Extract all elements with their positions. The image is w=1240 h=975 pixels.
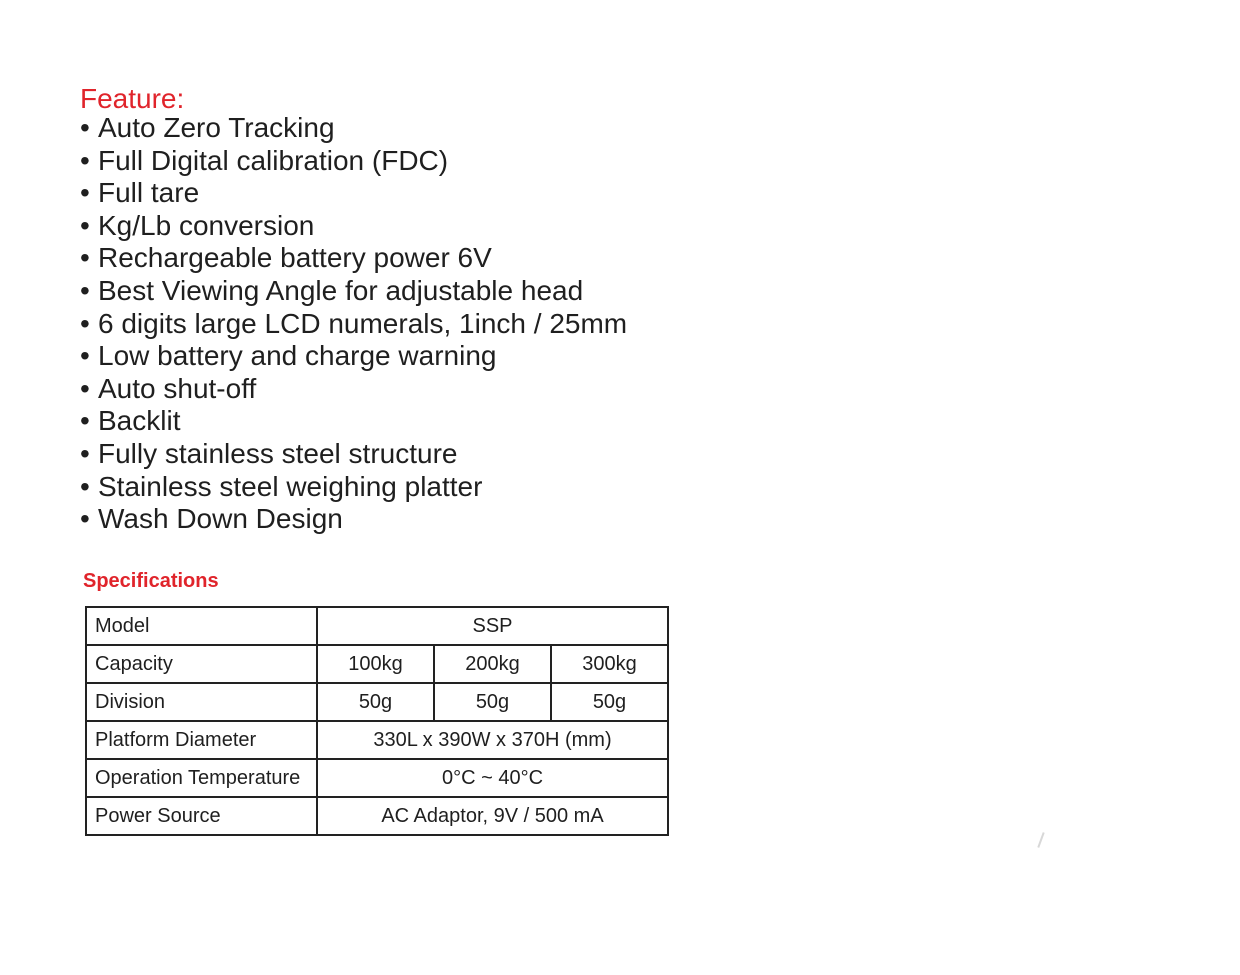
- row-label: Division: [86, 683, 317, 721]
- capacity-value: 300kg: [551, 645, 668, 683]
- feature-list: [80, 112, 627, 536]
- row-label: Platform Diameter: [86, 721, 317, 759]
- model-value: SSP: [317, 607, 668, 645]
- table-row-model: [86, 607, 668, 645]
- row-label: Power Source: [86, 797, 317, 835]
- specifications-heading: Specifications: [83, 570, 219, 592]
- division-value: 50g: [551, 683, 668, 721]
- feature-text: 6 digits large LCD numerals, 1inch / 25mm: [98, 307, 628, 339]
- division-value: 50g: [317, 683, 434, 721]
- feature-text: Wash Down Design: [98, 503, 343, 535]
- row-label: Model: [86, 607, 317, 645]
- bullet: •: [80, 340, 90, 372]
- row-label: Operation Temperature: [86, 759, 317, 797]
- bullet: •: [80, 503, 90, 535]
- list-item: [80, 405, 627, 438]
- list-item: [80, 308, 627, 341]
- table-row-capacity: [86, 645, 668, 683]
- specifications-table: [85, 606, 669, 836]
- temperature-value: 0°C ~ 40°C: [317, 759, 668, 797]
- bullet: •: [80, 372, 90, 404]
- power-value: AC Adaptor, 9V / 500 mA: [317, 797, 668, 835]
- feature-text: Stainless steel weighing platter: [98, 470, 483, 502]
- list-item: [80, 145, 627, 178]
- bullet: •: [80, 242, 90, 274]
- bullet: •: [80, 112, 90, 143]
- bullet: •: [80, 274, 90, 306]
- table-row-temperature: [86, 759, 668, 797]
- bullet: •: [80, 307, 90, 339]
- table-row-power: [86, 797, 668, 835]
- list-item: [80, 471, 627, 504]
- table-row-platform: [86, 721, 668, 759]
- feature-text: Auto shut-off: [98, 372, 257, 404]
- list-item: [80, 210, 627, 243]
- row-label: Capacity: [86, 645, 317, 683]
- feature-heading: Feature:: [80, 83, 185, 114]
- scan-mark: [1037, 832, 1044, 848]
- feature-text: Low battery and charge warning: [98, 340, 497, 372]
- feature-text: Auto Zero Tracking: [98, 112, 335, 143]
- feature-text: Rechargeable battery power 6V: [98, 242, 492, 274]
- feature-text: Full Digital calibration (FDC): [98, 144, 449, 176]
- list-item: [80, 177, 627, 210]
- list-item: [80, 503, 627, 536]
- division-value: 50g: [434, 683, 551, 721]
- list-item: [80, 112, 627, 145]
- list-item: [80, 275, 627, 308]
- feature-text: Fully stainless steel structure: [98, 437, 458, 469]
- list-item: [80, 242, 627, 275]
- bullet: •: [80, 209, 90, 241]
- list-item: [80, 438, 627, 471]
- bullet: •: [80, 470, 90, 502]
- bullet: •: [80, 144, 90, 176]
- feature-text: Backlit: [98, 405, 181, 437]
- feature-text: Kg/Lb conversion: [98, 209, 315, 241]
- capacity-value: 200kg: [434, 645, 551, 683]
- list-item: [80, 373, 627, 406]
- bullet: •: [80, 177, 90, 209]
- feature-text: Full tare: [98, 177, 200, 209]
- capacity-value: 100kg: [317, 645, 434, 683]
- platform-value: 330L x 390W x 370H (mm): [317, 721, 668, 759]
- feature-text: Best Viewing Angle for adjustable head: [98, 274, 584, 306]
- list-item: [80, 340, 627, 373]
- bullet: •: [80, 437, 90, 469]
- table-row-division: [86, 683, 668, 721]
- bullet: •: [80, 405, 90, 437]
